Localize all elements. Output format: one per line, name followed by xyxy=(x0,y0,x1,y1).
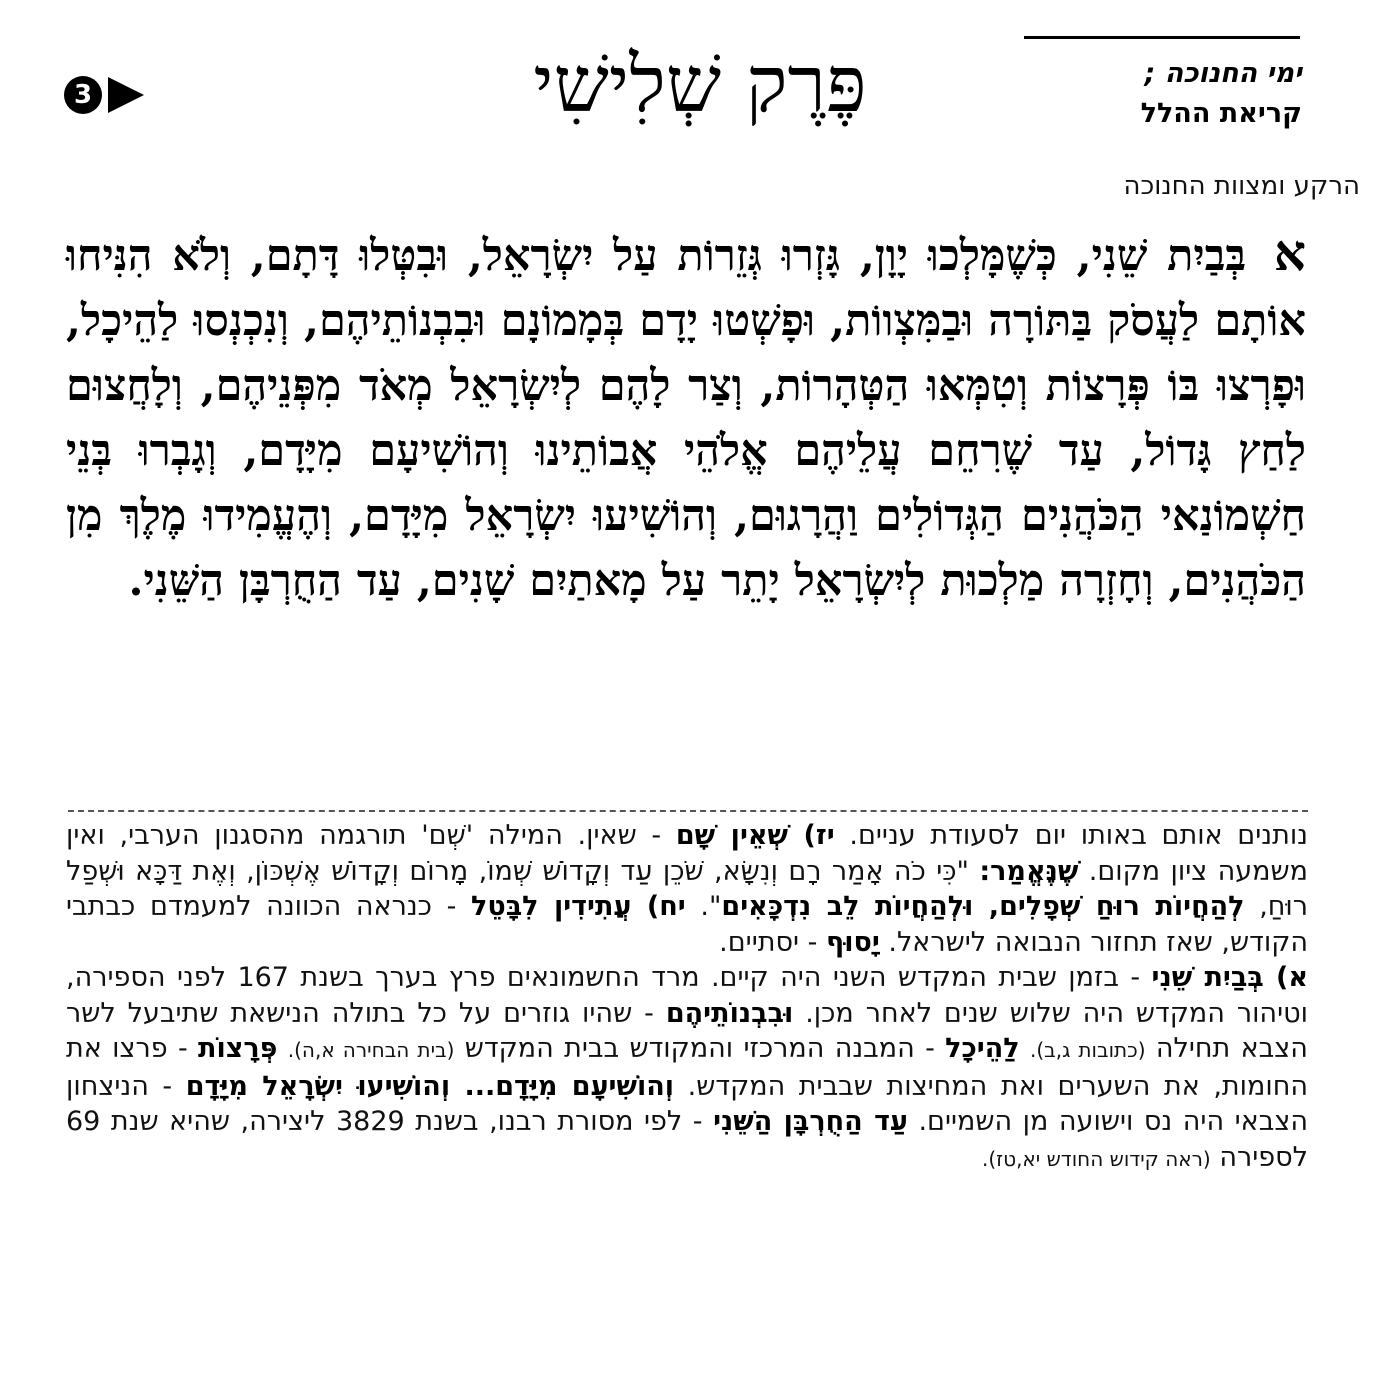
page-subtitle: הרקע ומצוות החנוכה xyxy=(1123,171,1360,201)
commentary-term: וְהוֹשִׁיעָם מִיָּדָם... וְהוֹשִׁיעוּ יִשְׂרָאֵל מִיָּדָם xyxy=(185,1070,675,1102)
commentary-term: לְהַחֲיוֹת רוּחַ שְׁפָלִים, וּלְהַחֲיוֹת לֵב נִדְכָּאִים xyxy=(721,891,1245,922)
chapter-title: פֶּרֶק שְׁלִישִׁי xyxy=(533,40,867,130)
commentary-term: שֶׁנֶּאֱמַר: xyxy=(979,855,1079,887)
commentary-text: - שהיו גוזרים על כל בתולה הנישאת שתיבעל לשר הצבא תחילה xyxy=(66,997,1308,1064)
commentary-term: לַהֵיכָל xyxy=(945,1033,1020,1064)
section-title-line2: קריאת ההלל xyxy=(1140,98,1302,129)
commentary-term: יָסוּף xyxy=(825,926,880,958)
section-header xyxy=(1002,54,1302,134)
commentary-text: - בזמן שבית המקדש השני היה קיים. מרד החשמונאים פרץ בערך בשנת 167 לפני הספירה, וטיהור המקדש היה שלוש שנים לאחר מכן. xyxy=(66,962,1308,1029)
commentary-text: - לפי מסורת רבנו, בשנת 3829 ליצירה, שהיא שנת 69 לספירה xyxy=(66,1106,1308,1173)
commentary-term: א) בְּבַיִת שֵׁנִי xyxy=(1151,962,1309,993)
commentary-text: "כִּי כֹה אָמַר רָם וְנִשָּׂא, שֹׁכֵן עַד וְקָדוֹשׁ שְׁמוֹ, מָרוֹם וְקָדוֹשׁ אֶשְׁכּוֹן, וְאֶת דַּכָּא וּשְׁפַל רוּחַ, xyxy=(66,855,1309,922)
commentary-source: (ראה קידוש החודש יא,טז). xyxy=(982,1146,1211,1171)
commentary-text: - יסתיים. xyxy=(719,926,818,958)
commentary-text: - המבנה המרכזי והמקודש בבית המקדש xyxy=(464,1033,935,1064)
paragraph-letter: א xyxy=(1273,223,1306,282)
commentary-text: - כנראה הכוונה למעמדם כבתבי הקודש, שאז תחזור הנבואה לישראל. xyxy=(66,891,1308,958)
chapter-number-badge: 3 xyxy=(64,76,102,114)
commentary-paragraph-2 xyxy=(66,960,1308,1177)
commentary-term: וּבִבְנוֹתֵיהֶם xyxy=(665,997,794,1029)
chapter-nav[interactable] xyxy=(64,76,144,114)
section-title-line1: ימי החנוכה ; xyxy=(1144,58,1302,89)
commentary-text: ". xyxy=(700,891,722,922)
header-rule xyxy=(1024,36,1300,39)
commentary-term: פְּרָצוֹת xyxy=(198,1033,278,1064)
main-paragraph: בְּבַיִת שֵׁנִי, כְּשֶׁמָּלְכוּ יָוָן, גָּזְרוּ גְּזֵרוֹת עַל יִשְׂרָאֵל, וּבִטְּלוּ דָּתָם, וְלֹא הִנִּיחוּ אוֹתָם לַעֲסֹק בַּתּוֹרָה וּבַמִּצְווֹת, וּפָשְׁטוּ יָדָם בְּמָמוֹנָם וּבִבְנוֹתֵיהֶם, וְנִכְנְסוּ לַהֵיכָל, וּפָרְצוּ בּוֹ פְּרָצוֹת וְטִמְּאוּ הַטְּהָרוֹת, וְצַר לָהֶם לְיִשְׂרָאֵל מְאֹד מִפְּנֵיהֶם, וְלָחֲצוּם לַחַץ גָּדוֹל, עַד שֶׁרִחֵם עֲלֵיהֶם אֱלֹהֵי אֲבוֹתֵינוּ וְהוֹשִׁיעָם מִיָּדָם, וְגָבְרוּ בְּנֵי חַשְׁמוֹנַאי הַכֹּהֲנִים הַגְּדוֹלִים וַהֲרָגוּם, וְהוֹשִׁיעוּ יִשְׂרָאֵל מִיָּדָם, וְהֶעֱמִידוּ מֶלֶךְ מִן הַכֹּהֲנִים, וְחָזְרָה מַלְכוּת לְיִשְׂרָאֵל יָתֵר עַל מָאתַיִם שָׁנִים, עַד הַחֻרְבָּן הַשֵּׁנִי. xyxy=(66,231,1306,606)
commentary-source: (בית הבחירה א,ה). xyxy=(287,1038,455,1062)
commentary-text: - שאין. המילה 'שְׁם' תורגמה מהסגנון הערבי, ואין משמעה ציון מקום. xyxy=(66,820,1308,887)
play-arrow-icon[interactable] xyxy=(108,77,144,113)
commentary-text: נותנים אותם באותו יום לסעודת עניים. xyxy=(849,820,1308,851)
commentary-term: יח) עֲתִידִין לִבָּטֵל xyxy=(471,891,686,922)
commentary-separator xyxy=(68,810,1308,812)
commentary xyxy=(66,818,1308,1177)
main-text xyxy=(66,220,1306,614)
commentary-text: - הניצחון הצבאי היה נס וישועה מן השמיים. xyxy=(66,1070,1308,1137)
commentary-text: - פרצו את החומות, את השערים ואת המחיצות שבבית המקדש. xyxy=(66,1033,1308,1102)
commentary-paragraph-1 xyxy=(66,818,1308,960)
commentary-source: (כתובות ג,ב). xyxy=(1029,1038,1146,1062)
commentary-term: יז) שְׁאֵין שָׁם xyxy=(675,820,835,851)
commentary-term: עַד הַחֻרְבָּן הַשֵּׁנִי xyxy=(713,1106,908,1137)
